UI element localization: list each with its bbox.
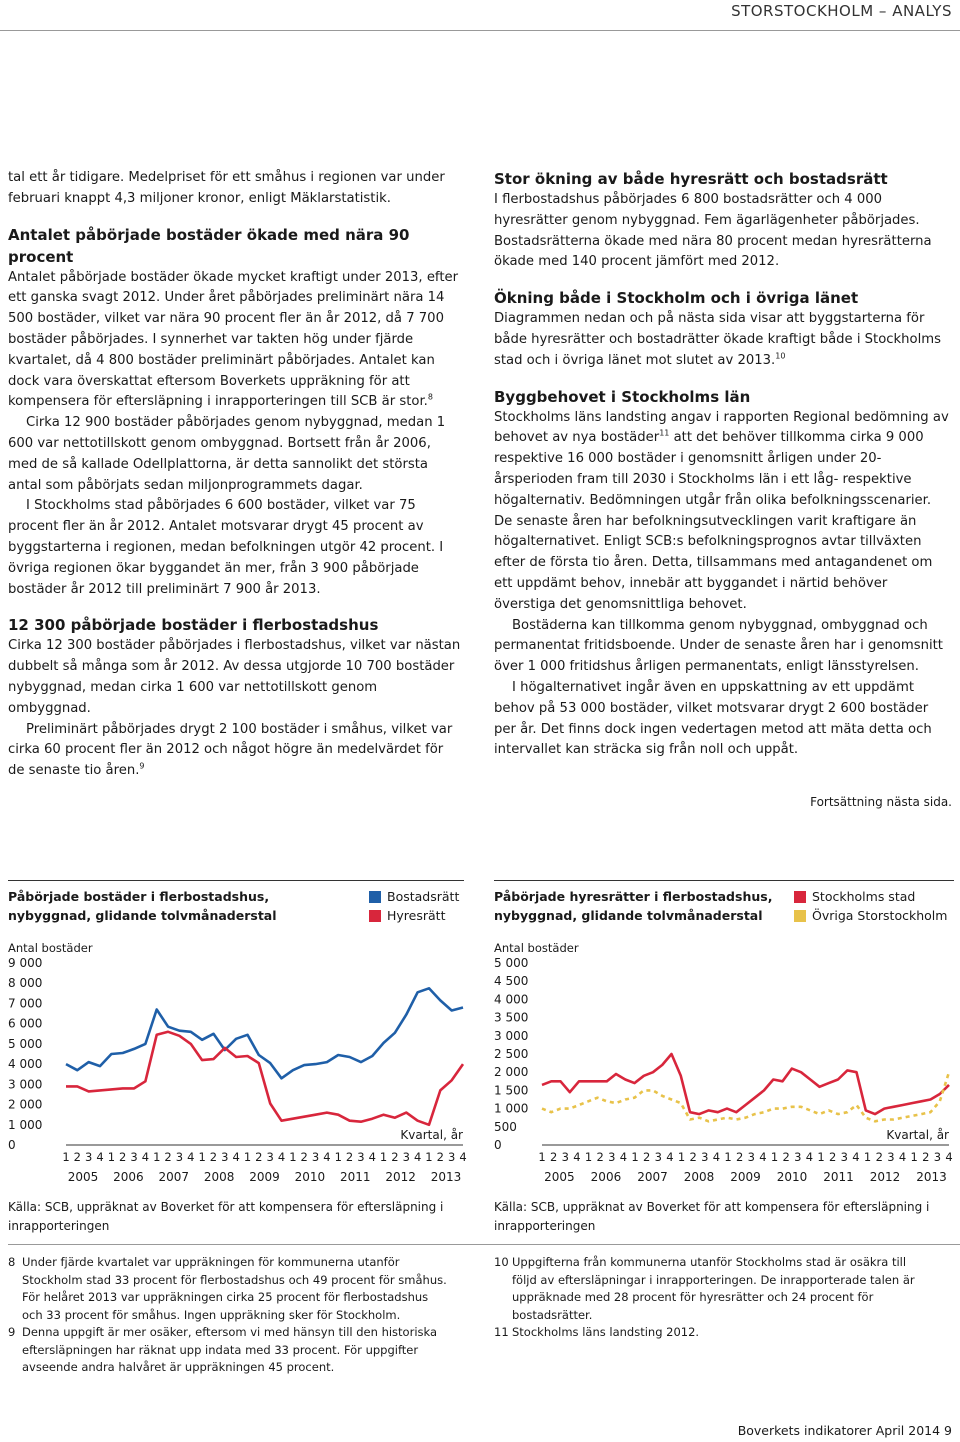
left-chart-ylabel: Antal bostäder — [8, 941, 93, 955]
x-tick-label: 3 — [311, 1150, 320, 1164]
x-tick-label: 4 — [141, 1150, 150, 1164]
x-tick-label: 1 — [631, 1150, 639, 1164]
right-paragraph-1: I flerbostadshus påbörjades 6 800 bostadsrätter och 4 000 hyresrätter genom nybyggnad. Fem ägarlägenheter påbörjades. Bostadsrätterna ökade med nära 80 procent medan hyresrätterna ökade med 140 procent jämfört med 2012. — [494, 192, 932, 270]
footnote-11 — [494, 1324, 934, 1342]
footnote-9 — [8, 1324, 448, 1377]
x-tick-label: 3 — [654, 1150, 662, 1164]
x-tick-label: 1 — [677, 1150, 686, 1164]
x-tick-label: 2 — [736, 1150, 744, 1164]
x-tick-label: 3 — [933, 1150, 942, 1164]
x-tick-label: 1 — [62, 1150, 70, 1164]
right-chart-legend — [794, 887, 947, 925]
footnote-10 — [494, 1254, 934, 1324]
x-tick-label: 2 — [922, 1150, 930, 1164]
y-tick-label: 1 000 — [494, 1101, 529, 1116]
y-tick-label: 8 000 — [8, 976, 43, 991]
footnote-ref-10: 10 — [775, 351, 786, 361]
x-year-label: 2011 — [339, 1170, 371, 1184]
y-tick-label: 2 000 — [494, 1065, 529, 1080]
right-chart — [494, 955, 956, 1190]
left-chart-source: Källa: SCB, uppräknat av Boverket för att kompensera för eftersläpning i inrapporteringen — [8, 1200, 444, 1233]
legend-item-hyresratt — [369, 906, 459, 925]
x-tick-label: 1 — [425, 1150, 433, 1164]
x-tick-label: 3 — [85, 1150, 93, 1164]
left-chart-title: Påbörjade bostäder i flerbostadshus, nybyggnad, glidande tolvmånaderstal — [8, 889, 277, 923]
x-year-label: 2010 — [776, 1170, 808, 1184]
x-tick-label: 1 — [817, 1150, 825, 1164]
x-tick-label: 3 — [747, 1150, 755, 1164]
left-paragraph-6-text: Preliminärt påbörjades drygt 2 100 bostäder i småhus, vilket var cirka 60 procent fler än 2012 och något högre än medelvärdet för de senaste tio åren. — [8, 721, 453, 779]
footnote-ref-8: 8 — [427, 392, 433, 402]
legend-item-bostadsratt — [369, 887, 459, 906]
header-title: STORSTOCKHOLM – ANALYS — [731, 2, 952, 20]
x-year-label: 2010 — [294, 1170, 326, 1184]
y-tick-label: 4 000 — [494, 992, 529, 1007]
y-tick-label: 3 000 — [8, 1077, 43, 1092]
x-tick-label: 1 — [107, 1150, 116, 1164]
x-tick-label: 2 — [549, 1150, 558, 1164]
x-tick-label: 3 — [130, 1150, 138, 1164]
legend-swatch-red — [369, 910, 381, 922]
x-tick-label: 3 — [266, 1150, 274, 1164]
x-tick-label: 2 — [436, 1150, 444, 1164]
x-tick-label: 3 — [402, 1150, 410, 1164]
x-tick-label: 1 — [243, 1150, 252, 1164]
x-tick-label: 3 — [840, 1150, 849, 1164]
left-paragraph-4: I Stockholms stad påbörjades 6 600 bostäder, vilket var 75 procent fler än år 2012. Antalet motsvarar drygt 45 procent av byggstarterna i regionen, medan befolkningen utgör 42 procent. I övriga regionen ökar byggandet än mer, från 3 900 påbörjade bostäder år 2012 till preliminärt 7 900 år 2013. — [8, 498, 444, 597]
right-column — [494, 168, 949, 761]
page-footer: Boverkets indikatorer April 2014 9 — [737, 1423, 952, 1438]
x-tick-label: 4 — [945, 1150, 953, 1164]
x-tick-label: 1 — [538, 1150, 546, 1164]
footnote-8 — [8, 1254, 448, 1324]
y-tick-label: 5 000 — [8, 1036, 43, 1051]
x-year-label: 2012 — [385, 1170, 416, 1184]
y-tick-label: 4 500 — [494, 974, 529, 989]
legend-label-bostadsratt: Bostadsrätt — [387, 889, 460, 904]
y-tick-label: 1 000 — [8, 1117, 43, 1132]
x-year-label: 2006 — [113, 1170, 144, 1184]
x-tick-label: 1 — [198, 1150, 206, 1164]
x-tick-label: 1 — [334, 1150, 342, 1164]
x-tick-label: 4 — [277, 1150, 286, 1164]
x-tick-label: 2 — [782, 1150, 790, 1164]
x-axis-label: Kvartal, år — [400, 1128, 463, 1142]
x-year-label: 2007 — [158, 1170, 190, 1184]
x-tick-label: 3 — [887, 1150, 895, 1164]
x-tick-label: 4 — [619, 1150, 628, 1164]
x-tick-label: 4 — [573, 1150, 581, 1164]
x-year-label: 2012 — [869, 1170, 901, 1184]
x-tick-label: 3 — [561, 1150, 569, 1164]
series-line — [66, 988, 463, 1078]
left-chart-legend — [369, 887, 459, 925]
x-tick-label: 3 — [701, 1150, 709, 1164]
right-paragraph-5: I högalternativet ingår även en uppskattning av ett uppdämt behov på 53 000 bostäder, vilket motsvarar drygt 2 600 bostäder per år. Det finns dock ingen vedertagen metod att mäta detta och intervallet kan sträcka sig från noll och uppåt. — [494, 679, 932, 758]
left-paragraph-6 — [8, 720, 463, 782]
x-tick-label: 3 — [794, 1150, 802, 1164]
footnote-number: 10 — [494, 1255, 509, 1269]
y-tick-label: 5 000 — [494, 956, 529, 970]
x-tick-label: 3 — [221, 1150, 229, 1164]
x-tick-label: 4 — [232, 1150, 240, 1164]
legend-swatch-blue — [369, 891, 381, 903]
left-chart — [8, 955, 468, 1190]
footnote-text: Denna uppgift är mer osäker, eftersom vi med hänsyn till den historiska eftersläpningen har räknat upp indata med 33 procent. För uppgifter avseende andra halvåret är uppräkningen 45 procent. — [22, 1325, 438, 1374]
x-year-label: 2008 — [683, 1170, 715, 1184]
legend-item-ovriga — [794, 906, 947, 925]
x-axis-label: Kvartal, år — [886, 1128, 949, 1142]
x-tick-label: 4 — [96, 1150, 104, 1164]
page-header — [0, 0, 960, 28]
series-line — [66, 1032, 463, 1125]
x-tick-label: 2 — [209, 1150, 218, 1164]
left-paragraph-2-text: Antalet påbörjade bostäder ökade mycket kraftigt under 2013, efter ett ganska svagt 2012. Under året påbörjades preliminärt nära 14 500 bostäder, vilket var nära 90 procent fler än år 2012, då 7 700 bostäder påbörjades. I synnerhet var takten hög under fjärde kvartalet, då 4 800 bostäder preliminärt påbörjades. Antalet kan dock vara överskattat eftersom Boverkets uppräkning för att kompensera för eftersläpning i inrapporteringen till SCB är stor. — [8, 269, 459, 410]
x-tick-label: 4 — [368, 1150, 376, 1164]
x-tick-label: 1 — [584, 1150, 593, 1164]
right-heading-3: Byggbehovet i Stockholms län — [494, 387, 751, 406]
x-year-label: 2009 — [730, 1170, 761, 1184]
right-footnotes — [494, 1254, 934, 1342]
x-tick-label: 2 — [119, 1150, 127, 1164]
x-tick-label: 1 — [289, 1150, 297, 1164]
left-paragraph-3: Cirka 12 900 bostäder påbörjades genom nybyggnad, medan 1 600 var nettotillskott genom ombyggnad. Bortsett från år 2006, med de så kallade Odellplattorna, är detta sannolikt det största antal som påbörjats sedan miljonprogrammets dagar. — [8, 415, 446, 493]
footnote-text: Under fjärde kvartalet var uppräkningen för kommunerna utanför Stockholm stad 33 procent för flerbostadshus och 49 procent för småhus. För helåret 2013 var uppräkningen cirka 25 procent för flerbostadshus och 33 procent för småhus. Ingen uppräkning sker för Stockholm. — [22, 1255, 447, 1322]
x-tick-label: 4 — [459, 1150, 467, 1164]
x-tick-label: 2 — [255, 1150, 263, 1164]
y-tick-label: 1 500 — [494, 1083, 529, 1098]
header-rule — [0, 30, 960, 31]
x-tick-label: 2 — [164, 1150, 172, 1164]
x-year-label: 2005 — [544, 1170, 575, 1184]
y-tick-label: 4 000 — [8, 1057, 43, 1072]
x-tick-label: 2 — [689, 1150, 697, 1164]
x-tick-label: 3 — [175, 1150, 184, 1164]
x-tick-label: 4 — [323, 1150, 331, 1164]
series-line — [542, 1072, 949, 1121]
footnote-rule — [8, 1244, 960, 1245]
x-tick-label: 2 — [73, 1150, 82, 1164]
right-paragraph-2-text: Diagrammen nedan och på nästa sida visar att byggstarterna för både hyresrätter och bostadrätter ökade kraftigt både i Stockholms stad och i övriga länet mot slutet av 2013. — [494, 311, 941, 368]
right-paragraph-3-text-b: att det behöver tillkomma cirka 9 000 respektive 16 000 bostäder i genomsnitt årligen under 20-årsperioden fram till 2030 i Stockholms län i ett låg- respektive högalternativ. Bedömningen utgår från olika befolkningsscenarier. De senaste åren har befolkningsutvecklingen varit kraftigare än högalternativet. Enligt SCB:s befolkningsprognos avtar tillväxten efter de första tio åren. Detta, tillsammans med antagandenet om ett uppdämt behov, innebär att byggandet i närtid behöver överstiga det genomsnittliga behovet. — [494, 430, 933, 612]
x-tick-label: 1 — [379, 1150, 388, 1164]
x-tick-label: 3 — [608, 1150, 616, 1164]
x-tick-label: 3 — [447, 1150, 456, 1164]
x-tick-label: 4 — [187, 1150, 195, 1164]
x-tick-label: 1 — [863, 1150, 872, 1164]
x-tick-label: 2 — [829, 1150, 837, 1164]
x-year-label: 2013 — [916, 1170, 947, 1184]
y-tick-label: 3 500 — [494, 1010, 529, 1025]
x-tick-label: 1 — [770, 1150, 779, 1164]
footnote-text: Uppgifterna från kommunerna utanför Stockholms stad är osäkra till följd av eftersläpningar i inrapporteringen. De inrapporterade talen är uppräknade med 28 procent för hyresrätter och 24 procent för bostadsrätter. — [512, 1255, 915, 1322]
x-tick-label: 4 — [898, 1150, 907, 1164]
right-chart-source: Källa: SCB, uppräknat av Boverket för att kompensera för eftersläpning i inrapporteringen — [494, 1200, 930, 1233]
right-heading-2: Ökning både i Stockholm och i övriga länet — [494, 289, 859, 308]
left-paragraph-1: tal ett år tidigare. Medelpriset för ett småhus i regionen var under februari knappt 4,3 miljoner kronor, enligt Mäklarstatistik. — [8, 170, 445, 206]
right-paragraph-3-text-a: Stockholms läns landsting angav i rapporten Regional bedömning av behovet av nya bostäder — [494, 409, 949, 446]
x-tick-label: 2 — [875, 1150, 883, 1164]
footnote-ref-11: 11 — [659, 428, 670, 438]
x-tick-label: 2 — [300, 1150, 308, 1164]
y-tick-label: 0 — [494, 1138, 502, 1152]
y-tick-label: 7 000 — [8, 996, 43, 1011]
y-tick-label: 0 — [8, 1138, 16, 1152]
x-year-label: 2006 — [590, 1170, 622, 1184]
x-tick-label: 4 — [413, 1150, 422, 1164]
left-heading-2: 12 300 påbörjade bostäder i flerbostadshus — [8, 616, 379, 635]
footnote-text: Stockholms läns landsting 2012. — [512, 1325, 700, 1339]
left-paragraph-5: Cirka 12 300 bostäder påbörjades i flerbostadshus, vilket var nästan dubbelt så många som år 2012. Av dessa utgjorde 10 700 bostäder nybyggnad, medan cirka 1 600 var nettotillskott genom ombyggnad. — [8, 638, 461, 716]
footnote-number: 9 — [8, 1325, 16, 1339]
legend-label-ovriga: Övriga Storstockholm — [812, 908, 948, 923]
left-column — [8, 168, 463, 782]
footnote-number: 11 — [494, 1325, 509, 1339]
x-year-label: 2013 — [430, 1170, 462, 1184]
legend-item-stockholms-stad — [794, 887, 947, 906]
legend-label-hyresratt: Hyresrätt — [387, 908, 446, 923]
left-heading-1: Antalet påbörjade bostäder ökade med nära 90 procent — [8, 225, 410, 266]
x-tick-label: 1 — [910, 1150, 918, 1164]
x-tick-label: 4 — [666, 1150, 674, 1164]
x-tick-label: 2 — [642, 1150, 651, 1164]
right-chart-title: Påbörjade hyresrätter i flerbostadshus, nybyggnad, glidande tolvmånaderstal — [494, 889, 773, 923]
x-year-label: 2011 — [823, 1170, 854, 1184]
right-paragraph-3 — [494, 408, 949, 616]
right-chart-ylabel: Antal bostäder — [494, 941, 579, 955]
x-tick-label: 1 — [153, 1150, 161, 1164]
footnote-ref-9: 9 — [139, 761, 145, 771]
left-paragraph-2 — [8, 268, 463, 414]
right-chart-rule — [494, 880, 954, 881]
y-tick-label: 6 000 — [8, 1016, 43, 1031]
x-tick-label: 2 — [596, 1150, 604, 1164]
right-paragraph-2 — [494, 309, 949, 371]
x-year-label: 2009 — [249, 1170, 280, 1184]
series-line — [542, 1054, 949, 1114]
x-tick-label: 2 — [345, 1150, 354, 1164]
x-tick-label: 4 — [712, 1150, 721, 1164]
x-year-label: 2005 — [67, 1170, 99, 1184]
legend-label-stockholms-stad: Stockholms stad — [812, 889, 916, 904]
x-year-label: 2007 — [637, 1170, 668, 1184]
legend-swatch-yellow — [794, 910, 806, 922]
x-tick-label: 4 — [852, 1150, 860, 1164]
x-tick-label: 4 — [805, 1150, 814, 1164]
x-tick-label: 2 — [391, 1150, 399, 1164]
left-footnotes — [8, 1254, 448, 1377]
x-tick-label: 4 — [759, 1150, 767, 1164]
y-tick-label: 3 000 — [494, 1028, 529, 1043]
right-paragraph-4: Bostäderna kan tillkomma genom nybyggnad, ombyggnad och permanentat fritidsboende. Under de senaste åren har i genomsnitt över 1 000 fritidshus årligen permanentats, enligt länsstyrelsen. — [494, 617, 943, 675]
continued-note: Fortsättning nästa sida. — [810, 795, 952, 809]
y-tick-label: 2 500 — [494, 1047, 529, 1061]
x-tick-label: 3 — [357, 1150, 365, 1164]
footnote-number: 8 — [8, 1255, 16, 1269]
x-year-label: 2008 — [203, 1170, 235, 1184]
legend-swatch-red — [794, 891, 806, 903]
left-chart-rule — [8, 880, 464, 881]
y-tick-label: 9 000 — [8, 956, 43, 970]
right-heading-1: Stor ökning av både hyresrätt och bostadsrätt — [494, 170, 888, 188]
y-tick-label: 500 — [494, 1119, 517, 1134]
x-tick-label: 1 — [724, 1150, 732, 1164]
y-tick-label: 2 000 — [8, 1097, 43, 1112]
